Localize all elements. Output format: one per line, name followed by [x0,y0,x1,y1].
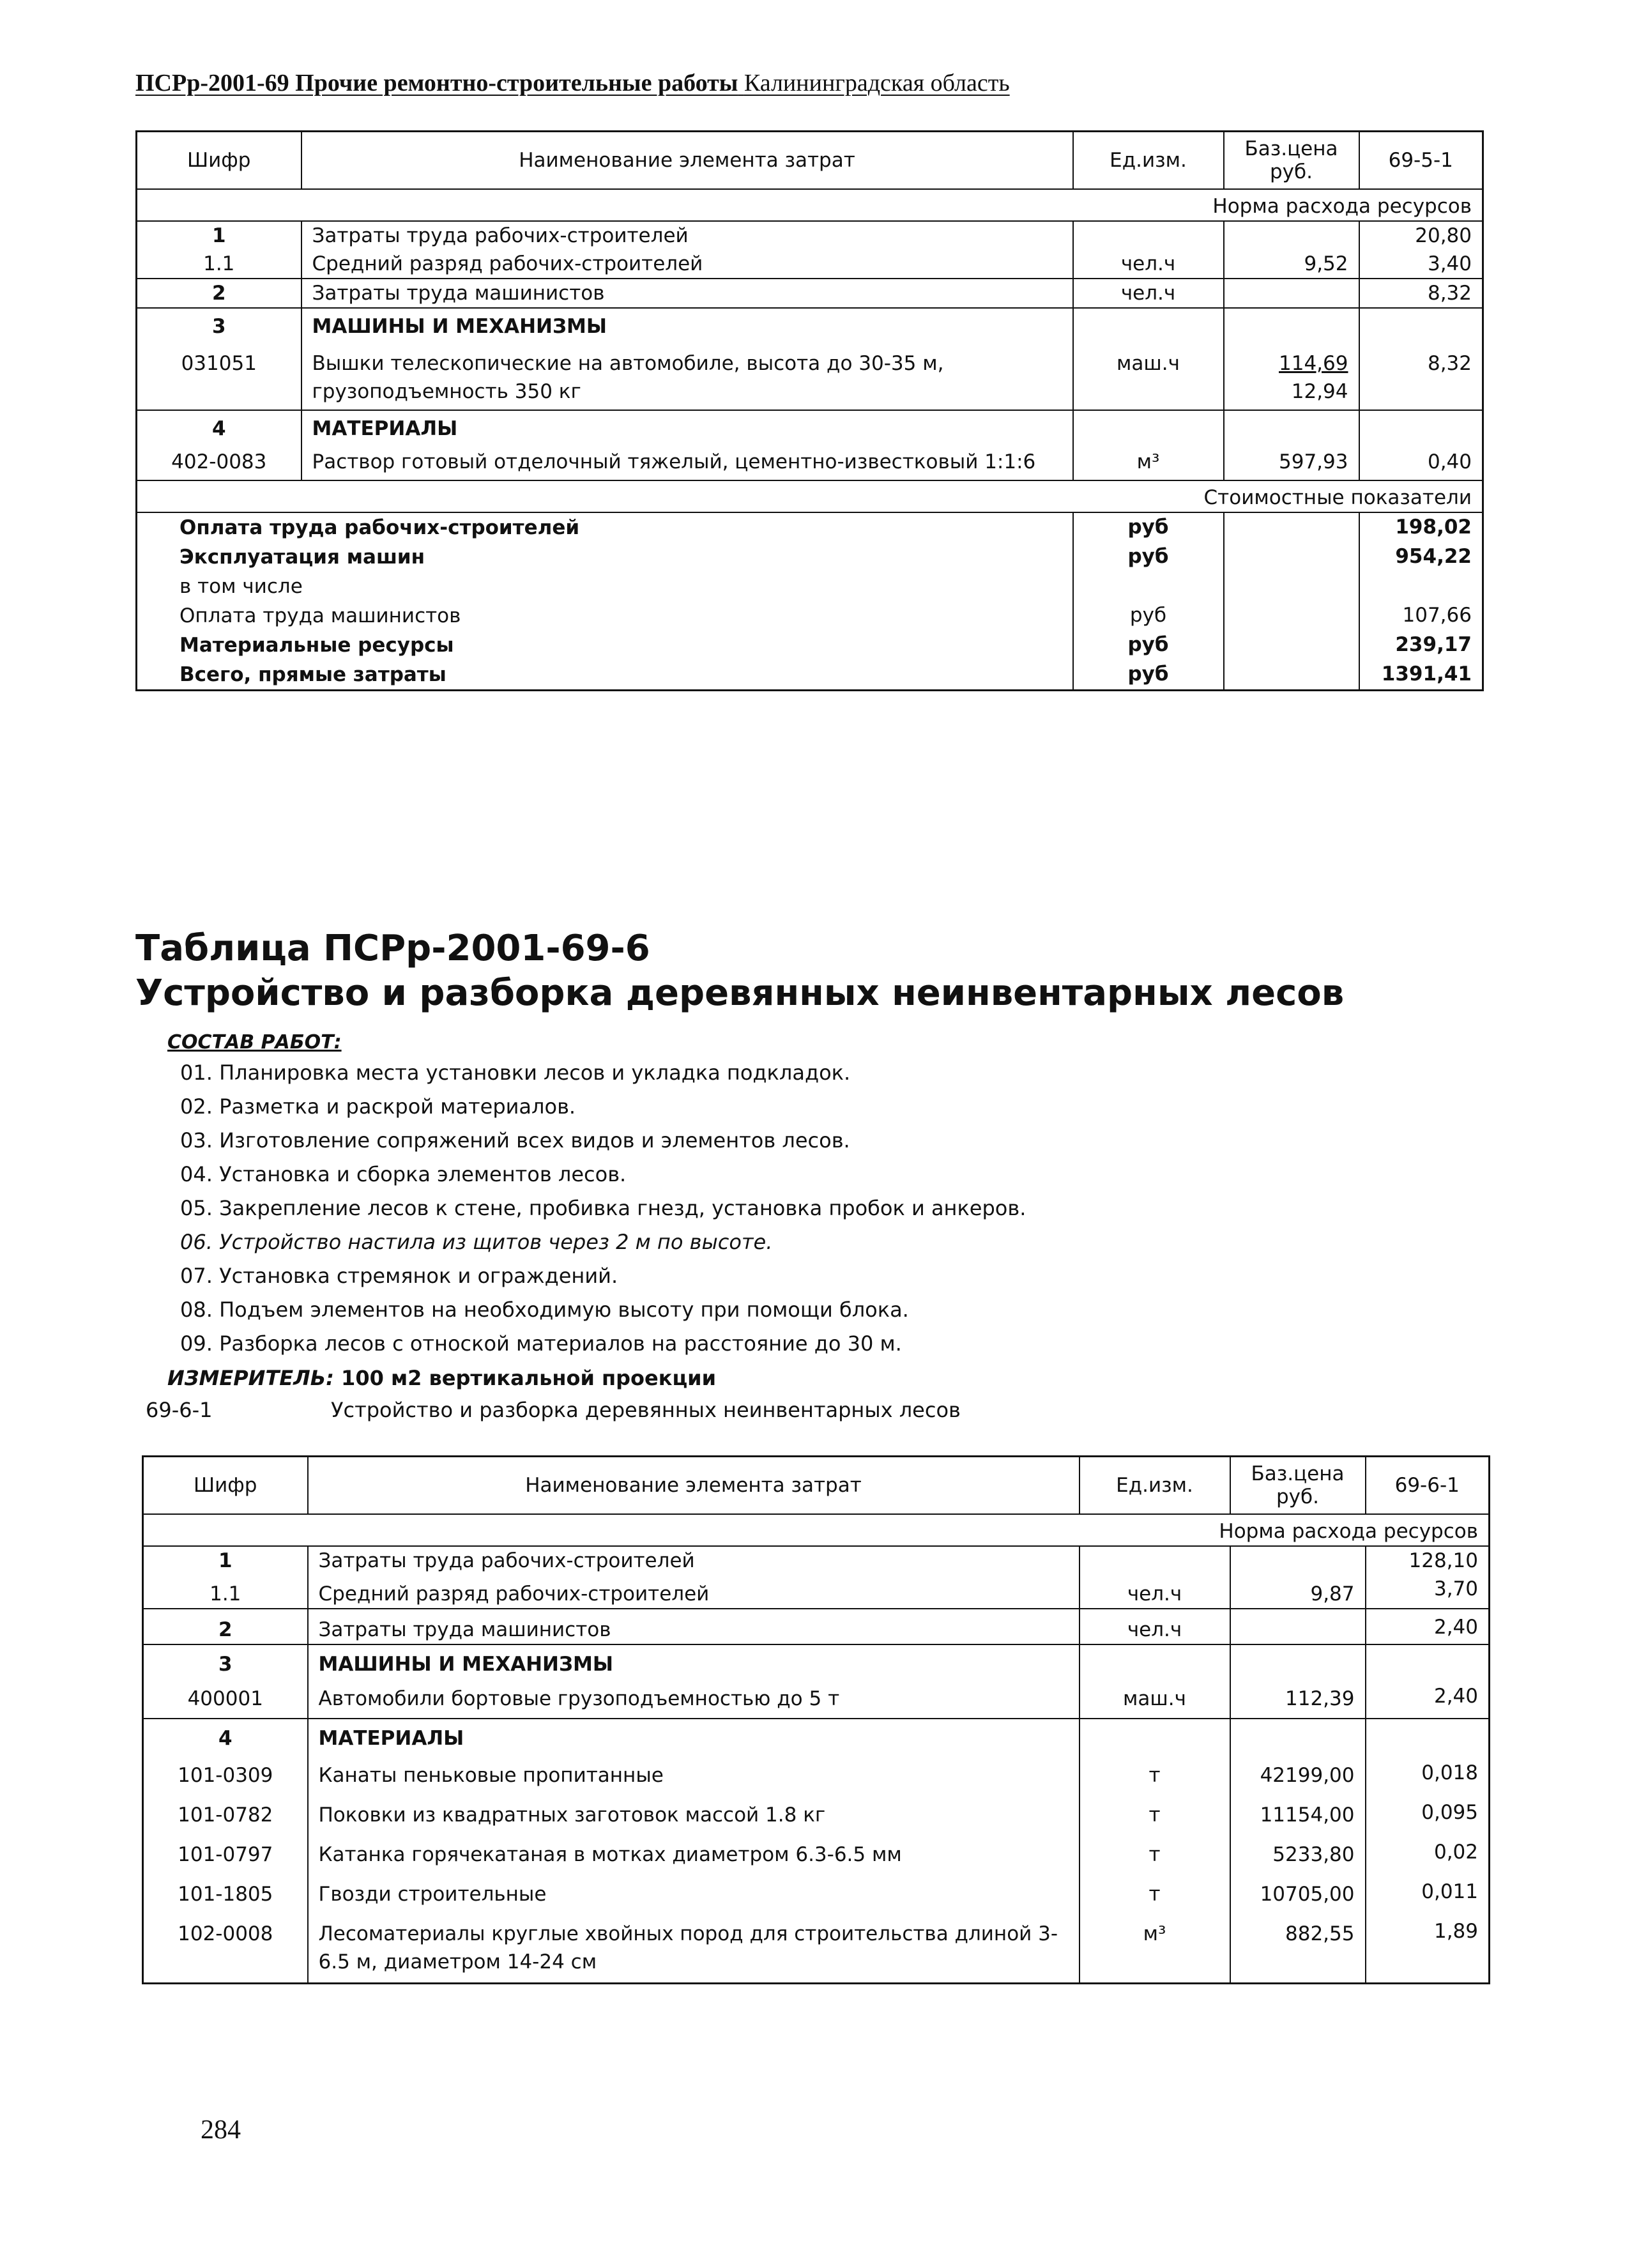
work-step: 09. Разборка лесов с отноской материалов на расстояние до 30 м. [180,1331,902,1356]
row-price [1230,1719,1366,1752]
cost-table-69-5-1 [135,130,1484,691]
cost-empty [1224,660,1359,691]
table-title: Таблица ПСРр-2001-69-6 [135,928,650,969]
cost-empty [1224,512,1359,542]
row-code: 400001 [143,1678,308,1719]
cost-row [137,572,1483,601]
table-row [137,279,1483,308]
row-unit [1080,1546,1230,1575]
row-value: 3,40 [1359,250,1483,279]
measure-unit-value: 100 м2 вертикальной проекции [341,1366,716,1390]
row-price [1230,1546,1366,1575]
work-step: 04. Установка и сборка элементов лесов. [180,1162,627,1186]
work-step: 08. Подъем элементов на необходимую высоту при помощи блока. [180,1298,909,1322]
header-price: Баз.цена руб. [1230,1457,1366,1515]
cost-unit: руб [1073,512,1224,542]
measure-unit-line [167,1366,716,1390]
row-name: Затраты труда машинистов [308,1609,1080,1644]
row-price-value: 114,69 [1279,352,1348,375]
row-code: 1.1 [143,1575,308,1609]
row-name: МАШИНЫ И МЕХАНИЗМЫ [308,1644,1080,1678]
row-price: 42199,00 [1230,1752,1366,1792]
cost-value [1359,572,1483,601]
work-step: 05. Закрепление лесов к стене, пробивка гнезд, установка пробок и анкеров. [180,1196,1026,1220]
table-row [143,1644,1490,1678]
row-value: 0,018 [1421,1761,1478,1784]
row-price: 882,55 [1230,1911,1366,1984]
row-name: Лесоматериалы круглые хвойных пород для строительства длиной 3-6.5 м, диаметром 14-24 см [308,1911,1080,1984]
row-name: Канаты пеньковые пропитанные [308,1752,1080,1792]
row-price [1224,410,1359,443]
measure-unit-label: ИЗМЕРИТЕЛЬ: [167,1366,334,1390]
row-unit: маш.ч [1073,341,1224,410]
running-header [135,69,1010,97]
row-code: 1 [137,221,301,250]
row-code: 101-0797 [143,1832,308,1871]
row-price [1224,279,1359,308]
row-value [1366,1719,1490,1752]
row-name: Автомобили бортовые грузоподъемностью до 5 т [308,1678,1080,1719]
row-name: Катанка горячекатаная в мотках диаметром 6.3-6.5 мм [308,1832,1080,1871]
cost-name: в том числе [179,575,303,598]
header-column: 69-5-1 [1359,132,1483,190]
table-row [143,1575,1490,1609]
row-unit: маш.ч [1080,1678,1230,1719]
row-price [1230,1644,1366,1678]
running-header-region: Калининградская область [744,70,1010,96]
cost-value: 198,02 [1395,516,1472,539]
row-value: 0,095 [1421,1801,1478,1824]
table-row [137,410,1483,443]
running-header-title: ПСРр-2001-69 Прочие ремонтно-строительные работы [135,70,738,96]
row-name: МАТЕРИАЛЫ [301,410,1073,443]
row-value: 8,32 [1359,341,1483,410]
cost-row [137,631,1483,660]
row-unit [1073,221,1224,250]
row-price: 112,39 [1230,1678,1366,1719]
row-price [1224,221,1359,250]
row-code: 3 [137,308,301,341]
row-price: 11154,00 [1230,1792,1366,1832]
work-step: 02. Разметка и раскрой материалов. [180,1094,576,1119]
row-price [1224,308,1359,341]
row-value: 8,32 [1359,279,1483,308]
norm-label: Норма расхода ресурсов [137,189,1483,221]
cost-row [137,542,1483,572]
row-code: 101-0782 [143,1792,308,1832]
norm-label-row [143,1514,1490,1546]
row-code: 3 [143,1644,308,1678]
row-name: Затраты труда рабочих-строителей [301,221,1073,250]
row-code: 4 [143,1719,308,1752]
norm-label-row [137,189,1483,221]
cost-label-row [137,480,1483,512]
cost-unit: руб [1073,631,1224,660]
row-unit: м³ [1073,443,1224,480]
header-unit: Ед.изм. [1073,132,1224,190]
table-header-row [143,1457,1490,1515]
table-row [137,221,1483,250]
row-name: Поковки из квадратных заготовок массой 1.8 кг [308,1792,1080,1832]
row-value: 2,40 [1366,1678,1490,1719]
work-composition-label: СОСТАВ РАБОТ: [167,1031,342,1054]
table-row [143,1871,1490,1911]
table-row [137,308,1483,341]
row-unit: чел.ч [1080,1609,1230,1644]
cost-unit: руб [1073,601,1224,631]
header-code: Шифр [143,1457,308,1515]
row-code: 1 [143,1546,308,1575]
row-value: 0,02 [1433,1841,1478,1864]
cost-empty [1224,572,1359,601]
row-price: 9,52 [1224,250,1359,279]
row-code: 031051 [137,341,301,410]
row-name: Гвозди строительные [308,1871,1080,1911]
row-name: Средний разряд рабочих-строителей [301,250,1073,279]
cost-name: Всего, прямые затраты [179,663,446,686]
cost-name: Оплата труда рабочих-строителей [179,516,580,539]
row-name: МАШИНЫ И МЕХАНИЗМЫ [301,308,1073,341]
row-unit: чел.ч [1073,250,1224,279]
cost-name: Оплата труда машинистов [179,604,461,627]
row-code: 102-0008 [143,1911,308,1984]
header-unit: Ед.изм. [1080,1457,1230,1515]
table-row [137,443,1483,480]
cost-label: Стоимостные показатели [137,480,1483,512]
cost-table-69-6-1 [142,1455,1490,1984]
norm-label: Норма расхода ресурсов [143,1514,1490,1546]
row-code: 1.1 [137,250,301,279]
row-unit [1073,410,1224,443]
row-name: Вышки телескопические на автомобиле, высота до 30-35 м, грузоподъемность 350 кг [301,341,1073,410]
cost-row [137,512,1483,542]
row-value: 128,10 [1408,1549,1478,1572]
cost-empty [1224,631,1359,660]
row-value: 20,80 [1415,224,1472,247]
row-unit: т [1080,1752,1230,1792]
row-code: 2 [143,1609,308,1644]
row-value: 3,70 [1366,1575,1490,1609]
cost-row [137,601,1483,631]
table-subtitle: Устройство и разборка деревянных неинвентарных лесов [135,972,1345,1014]
row-price: 597,93 [1224,443,1359,480]
cost-unit [1073,572,1224,601]
page-number: 284 [201,2115,241,2145]
cost-name: Эксплуатация машин [179,546,425,569]
table-row [143,1752,1490,1792]
table-row [137,341,1483,410]
row-code: 4 [137,410,301,443]
cost-value: 1391,41 [1381,663,1472,686]
row-name: Затраты труда машинистов [301,279,1073,308]
row-code: 2 [137,279,301,308]
row-name: МАТЕРИАЛЫ [308,1719,1080,1752]
cost-row [137,660,1483,691]
row-price-secondary: 12,94 [1291,380,1348,403]
row-unit: т [1080,1792,1230,1832]
header-name: Наименование элемента затрат [301,132,1073,190]
row-name: Средний разряд рабочих-строителей [308,1575,1080,1609]
row-unit: чел.ч [1080,1575,1230,1609]
table-row [143,1719,1490,1752]
cost-empty [1224,601,1359,631]
table-header-row [137,132,1483,190]
subtable-code: 69-6-1 [146,1398,213,1422]
row-value: 0,40 [1359,443,1483,480]
row-price: 10705,00 [1230,1871,1366,1911]
header-price: Баз.цена руб. [1224,132,1359,190]
row-value [1366,1644,1490,1678]
row-value: 2,40 [1366,1609,1490,1644]
row-value [1359,410,1483,443]
row-unit [1073,308,1224,341]
row-value: 1,89 [1433,1920,1478,1943]
table-row [143,1678,1490,1719]
table-row [143,1792,1490,1832]
cost-value: 954,22 [1395,545,1472,568]
row-value: 0,011 [1421,1880,1478,1903]
subtable-name: Устройство и разборка деревянных неинвентарных лесов [331,1398,961,1422]
table-row [143,1609,1490,1644]
work-step: 03. Изготовление сопряжений всех видов и элементов лесов. [180,1128,850,1153]
row-code: 101-0309 [143,1752,308,1792]
cost-unit: руб [1073,660,1224,691]
row-code: 402-0083 [137,443,301,480]
row-name: Затраты труда рабочих-строителей [308,1546,1080,1575]
cost-value: 239,17 [1395,633,1472,656]
row-unit: чел.ч [1073,279,1224,308]
row-code: 101-1805 [143,1871,308,1911]
row-unit: т [1080,1871,1230,1911]
header-name: Наименование элемента затрат [308,1457,1080,1515]
work-step: 07. Установка стремянок и ограждений. [180,1264,618,1288]
row-price [1224,341,1359,410]
table-row [137,250,1483,279]
row-price: 9,87 [1230,1575,1366,1609]
table-row [143,1911,1490,1984]
cost-name: Материальные ресурсы [179,634,454,657]
row-unit [1080,1719,1230,1752]
work-step: 06. Устройство настила из щитов через 2 м по высоте. [180,1230,773,1254]
row-price: 5233,80 [1230,1832,1366,1871]
row-price [1230,1609,1366,1644]
row-unit: т [1080,1832,1230,1871]
cost-value: 107,66 [1402,604,1472,627]
row-unit: м³ [1080,1911,1230,1984]
header-column: 69-6-1 [1366,1457,1490,1515]
table-row [143,1546,1490,1575]
row-unit [1080,1644,1230,1678]
work-step: 01. Планировка места установки лесов и укладка подкладок. [180,1061,851,1085]
cost-unit: руб [1073,542,1224,572]
row-name: Раствор готовый отделочный тяжелый, цементно-известковый 1:1:6 [301,443,1073,480]
table-row [143,1832,1490,1871]
row-value [1359,308,1483,341]
header-code: Шифр [137,132,301,190]
cost-empty [1224,542,1359,572]
